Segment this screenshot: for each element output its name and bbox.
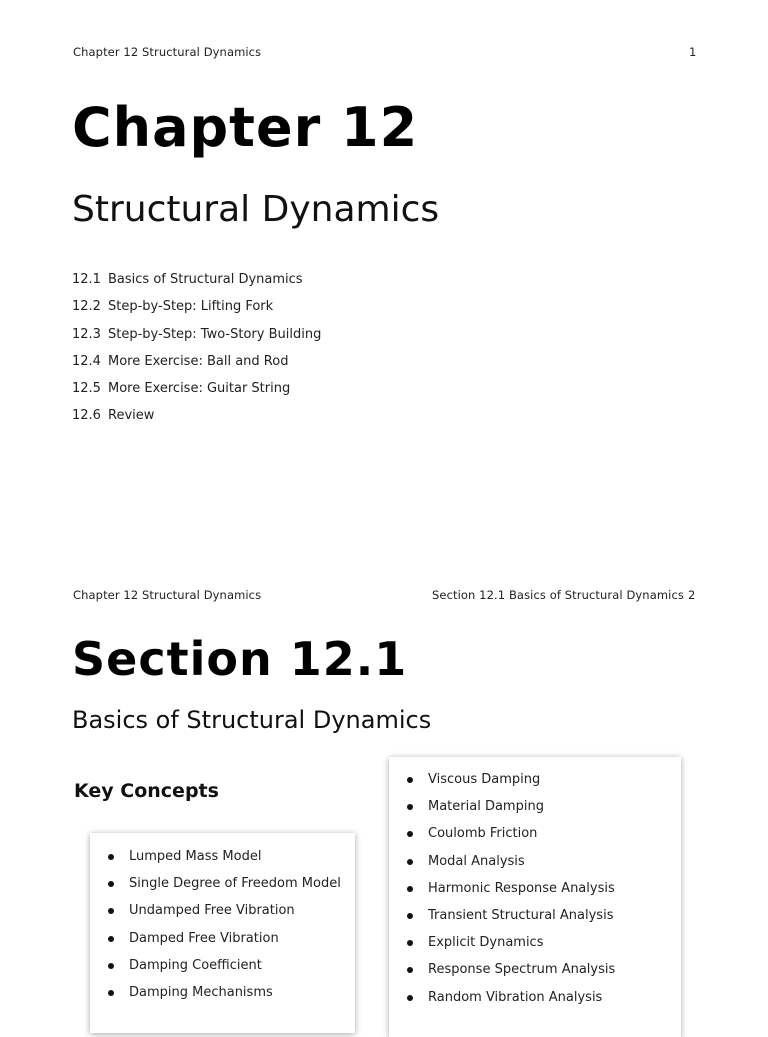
list-item <box>90 931 355 958</box>
bullet-icon <box>407 913 413 919</box>
toc-item[interactable] <box>72 299 321 326</box>
concept-label: Undamped Free Vibration <box>129 903 295 919</box>
page2-running-header-left: Chapter 12 Structural Dynamics <box>73 588 262 602</box>
toc-number: 12.4 <box>72 353 101 369</box>
toc-item[interactable] <box>72 272 321 299</box>
bullet-icon <box>108 936 114 942</box>
list-item <box>389 881 681 908</box>
list-item <box>90 903 355 930</box>
toc-item[interactable] <box>72 381 321 408</box>
toc-item[interactable] <box>72 408 321 435</box>
bullet-icon <box>407 940 413 946</box>
list-item <box>389 826 681 853</box>
bullet-icon <box>407 859 413 865</box>
key-concepts-right-card <box>389 757 681 1037</box>
bullet-icon <box>407 831 413 837</box>
concept-label: Damping Mechanisms <box>129 984 273 1000</box>
concept-label: Modal Analysis <box>428 853 525 869</box>
bullet-icon <box>407 886 413 892</box>
toc-number: 12.2 <box>72 299 101 315</box>
concept-label: Response Spectrum Analysis <box>428 962 616 978</box>
page2-running-header-right: Section 12.1 Basics of Structural Dynamics <box>432 588 684 602</box>
concept-label: Coulomb Friction <box>428 826 538 842</box>
toc-number: 12.3 <box>72 326 101 342</box>
list-item <box>90 849 355 876</box>
page2-page-number: 2 <box>688 588 696 602</box>
section-subtitle: Basics of Structural Dynamics <box>72 706 432 734</box>
bullet-icon <box>108 963 114 969</box>
page1-page-number: 1 <box>689 45 697 59</box>
concept-label: Explicit Dynamics <box>428 935 544 951</box>
toc-title: Review <box>108 408 155 424</box>
toc-item[interactable] <box>72 327 321 354</box>
concept-label: Lumped Mass Model <box>129 849 262 864</box>
concept-label: Transient Structural Analysis <box>428 907 614 923</box>
toc-item[interactable] <box>72 354 321 381</box>
list-item <box>90 958 355 985</box>
page1-running-header: Chapter 12 Structural Dynamics <box>73 45 262 59</box>
list-item <box>90 985 355 1012</box>
toc-number: 12.5 <box>72 381 101 397</box>
list-item <box>389 908 681 935</box>
toc-title: More Exercise: Guitar String <box>108 381 291 397</box>
list-item <box>389 990 681 1017</box>
key-concepts-heading: Key Concepts <box>74 780 219 802</box>
concept-label: Viscous Damping <box>428 772 541 787</box>
toc-title: Basics of Structural Dynamics <box>108 272 303 287</box>
bullet-icon <box>108 908 114 914</box>
table-of-contents <box>72 272 321 436</box>
concept-label: Harmonic Response Analysis <box>428 880 615 896</box>
list-item <box>90 876 355 903</box>
toc-title: Step-by-Step: Lifting Fork <box>108 299 274 315</box>
toc-number: 12.6 <box>72 408 101 424</box>
bullet-icon <box>108 881 114 887</box>
bullet-icon <box>108 854 114 860</box>
concept-label: Material Damping <box>428 799 544 815</box>
key-concepts-left-card <box>90 833 355 1033</box>
list-item <box>389 772 681 799</box>
list-item <box>389 962 681 989</box>
concept-label: Single Degree of Freedom Model <box>129 876 341 892</box>
concept-label: Random Vibration Analysis <box>428 989 603 1005</box>
toc-number: 12.1 <box>72 272 101 287</box>
bullet-icon <box>407 995 413 1001</box>
bullet-icon <box>407 804 413 810</box>
toc-title: More Exercise: Ball and Rod <box>108 353 289 369</box>
bullet-icon <box>407 967 413 973</box>
bullet-icon <box>108 990 114 996</box>
toc-title: Step-by-Step: Two-Story Building <box>108 326 322 342</box>
concept-label: Damped Free Vibration <box>129 930 279 946</box>
list-item <box>389 854 681 881</box>
chapter-subtitle: Structural Dynamics <box>72 189 440 230</box>
list-item <box>389 799 681 826</box>
chapter-title: Chapter 12 <box>72 96 419 159</box>
section-title: Section 12.1 <box>72 632 408 686</box>
concept-label: Damping Coefficient <box>129 957 262 973</box>
list-item <box>389 935 681 962</box>
bullet-icon <box>407 777 413 783</box>
